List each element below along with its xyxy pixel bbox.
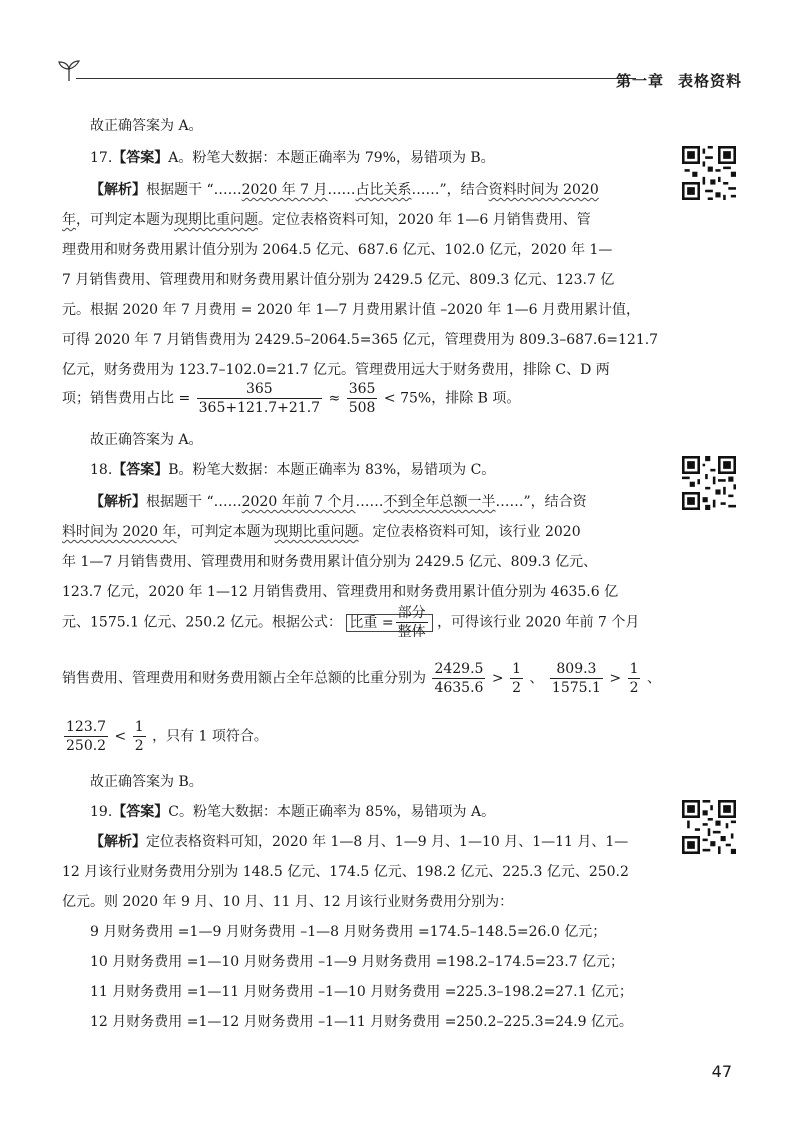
text-line: 9 月财务费用 =1—9 月财务费用 –1—8 月财务费用 =174.5–148.5=26.0 亿元； — [90, 924, 607, 940]
text-span: ……”，结合 — [411, 182, 489, 198]
text-span: …… — [327, 182, 356, 198]
question-number: 17. — [90, 150, 113, 166]
wavy-keyword: 占比关系 — [355, 182, 412, 198]
qr-code-icon[interactable] — [682, 800, 736, 854]
fraction-denominator: 365+121.7+21.7 — [198, 400, 321, 416]
text-line: 年 1—7 月销售费用、管理费用和财务费用累计值分别为 2429.5 亿元、809.3 亿元、 — [62, 554, 598, 570]
approx-symbol: ≈ — [328, 390, 341, 407]
fraction — [628, 660, 641, 697]
text-span: ，只有 1 项符合。 — [152, 728, 268, 745]
text-span: 定位表格资料可知，2020 年 1—8 月、1—9 月、1—10 月、1—11 月、1— — [146, 834, 629, 850]
answer-text: B。粉笔大数据：本题正确率为 83%，易错项为 C。 — [168, 462, 496, 478]
text-line: 11 月财务费用 =1—11 月财务费用 –1—10 月财务费用 =225.3–198.2=27.1 亿元； — [90, 984, 633, 1000]
text-span: 销售费用、管理费用和财务费用额占全年总额的比重分别为 — [62, 670, 426, 687]
analysis-tag: 【解析】 — [90, 494, 146, 510]
chapter-title: 表格资料 — [677, 72, 742, 90]
answer-tag: 【答案】 — [112, 150, 169, 166]
formula-box — [346, 605, 432, 640]
text-span: 元、1575.1 亿元、250.2 亿元。根据公式： — [62, 614, 342, 631]
fraction — [347, 380, 378, 417]
text-line: 10 月财务费用 =1—10 月财务费用 –1—9 月财务费用 =198.2–174.5=23.7 亿元； — [90, 954, 625, 970]
separator: 、 — [646, 670, 661, 687]
fraction-denominator: 2 — [512, 680, 522, 696]
formula-line — [62, 604, 639, 641]
wavy-keyword: 2020 年前 7 个月 — [241, 494, 356, 510]
fraction-denominator: 4635.6 — [434, 680, 484, 696]
page-number: 47 — [711, 1062, 732, 1081]
header-rule — [76, 78, 636, 79]
text-span: 根据题干 “…… — [146, 494, 242, 510]
chapter-number: 第一章 — [615, 72, 664, 90]
wavy-keyword: 现期比重问题 — [274, 524, 359, 540]
qr-code-icon[interactable] — [682, 456, 736, 510]
text-line: 亿元。则 2020 年 9 月、10 月、11 月、12 月该行业财务费用分别为： — [62, 894, 514, 910]
answer-tag: 【答案】 — [112, 804, 169, 820]
fraction-denominator: 1575.1 — [551, 680, 601, 696]
text-span: 项；销售费用占比 = — [62, 390, 191, 407]
separator: 、 — [529, 670, 544, 687]
fraction-numerator: 809.3 — [556, 661, 597, 677]
fraction-numerator: 部分 — [397, 605, 426, 621]
answer-text: A。粉笔大数据：本题正确率为 79%，易错项为 B。 — [168, 150, 495, 166]
qr-code-icon[interactable] — [682, 146, 736, 200]
text-span: 。定位表格资料可知，该行业 2020 — [358, 524, 581, 540]
fraction-numerator: 1 — [629, 661, 639, 677]
wavy-keyword: 2020 年 7 月 — [241, 182, 328, 198]
text-span: 。定位表格资料可知，2020 年 1—6 月销售费用、管 — [258, 212, 591, 228]
text-line — [62, 210, 591, 230]
comparison-symbol: < — [114, 728, 127, 745]
fraction — [396, 604, 428, 641]
text-line: 123.7 亿元，2020 年 1—12 月销售费用、管理费用和财务费用累计值分别为 4635.6 亿 — [62, 584, 619, 600]
text-span: ……”，结合资 — [495, 494, 587, 510]
answer-tag: 【答案】 — [112, 462, 169, 478]
formula-line — [62, 660, 661, 697]
text-span: …… — [355, 494, 384, 510]
fraction-numerator: 365 — [348, 381, 376, 397]
comparison-symbol: > — [491, 670, 504, 687]
text-span: < 75%，排除 B 项。 — [383, 390, 521, 407]
fraction-numerator: 365 — [245, 381, 273, 397]
text-line: 故正确答案为 B。 — [90, 774, 203, 790]
text-line: 理费用和财务费用累计值分别为 2064.5 亿元、687.6 亿元、102.0 亿元，2020 年 1— — [62, 242, 613, 258]
analysis-line — [90, 492, 587, 512]
wavy-keyword: 不到全年总额一半 — [383, 494, 496, 510]
formula-line — [62, 718, 268, 755]
fraction-numerator: 1 — [134, 719, 144, 735]
text-line — [62, 522, 581, 542]
answer-text: C。粉笔大数据：本题正确率为 85%，易错项为 A。 — [168, 804, 496, 820]
fraction — [197, 380, 322, 417]
wavy-keyword: 料时间为 2020 年 — [62, 524, 177, 540]
formula-label: 比重 = — [349, 614, 394, 631]
fraction-denominator: 250.2 — [66, 738, 107, 754]
analysis-line — [90, 180, 599, 200]
fraction-numerator: 2429.5 — [434, 661, 484, 677]
fraction — [510, 660, 523, 697]
wavy-keyword: 现期比重问题 — [174, 212, 258, 228]
text-span: ，可判定本题为 — [76, 212, 174, 228]
text-line: 故正确答案为 A。 — [90, 118, 203, 134]
chapter-heading — [616, 70, 742, 91]
text-span: 根据题干 “…… — [146, 182, 242, 198]
fraction-numerator: 1 — [512, 661, 522, 677]
text-line: 12 月财务费用 =1—12 月财务费用 –1—11 月财务费用 =250.2–225.3=24.9 亿元。 — [90, 1014, 633, 1030]
fraction-denominator: 整体 — [397, 624, 426, 640]
text-line: 亿元，财务费用为 123.7–102.0=21.7 亿元。管理费用远大于财务费用，排除 C、D 两 — [62, 362, 610, 378]
text-line: 12 月该行业财务费用分别为 148.5 亿元、174.5 亿元、198.2 亿元、225.3 亿元、250.2 — [62, 864, 629, 880]
text-line: 元。根据 2020 年 7 月费用 = 2020 年 1—7 月费用累计值 –2020 年 1—6 月费用累计值， — [62, 302, 641, 318]
wavy-keyword: 资料时间为 2020 — [488, 182, 599, 198]
fraction — [64, 718, 108, 755]
fraction — [432, 660, 485, 697]
page-header — [56, 58, 742, 98]
question-number: 19. — [90, 804, 113, 820]
fraction — [133, 718, 146, 755]
analysis-tag: 【解析】 — [90, 834, 146, 850]
comparison-symbol: > — [609, 670, 622, 687]
text-span: ，可判定本题为 — [176, 524, 275, 540]
answer-line-19 — [90, 802, 495, 822]
formula-line — [62, 380, 520, 417]
question-number: 18. — [90, 462, 113, 478]
fraction-numerator: 123.7 — [66, 719, 107, 735]
fraction — [550, 660, 603, 697]
text-line: 故正确答案为 A。 — [90, 432, 203, 448]
fraction-denominator: 2 — [134, 738, 144, 754]
text-line: 可得 2020 年 7 月销售费用为 2429.5–2064.5=365 亿元，管理费用为 809.3–687.6=121.7 — [62, 332, 659, 348]
text-line: 7 月销售费用、管理费用和财务费用累计值分别为 2429.5 亿元、809.3 亿元、123.7 亿 — [62, 272, 615, 288]
analysis-tag: 【解析】 — [90, 182, 146, 198]
fraction-denominator: 508 — [348, 400, 376, 416]
text-span: ，可得该行业 2020 年前 7 个月 — [437, 614, 640, 631]
answer-line-18 — [90, 460, 495, 480]
fraction-denominator: 2 — [629, 680, 639, 696]
wavy-keyword: 年 — [62, 212, 76, 228]
analysis-line — [90, 832, 628, 852]
answer-line-17 — [90, 148, 495, 168]
